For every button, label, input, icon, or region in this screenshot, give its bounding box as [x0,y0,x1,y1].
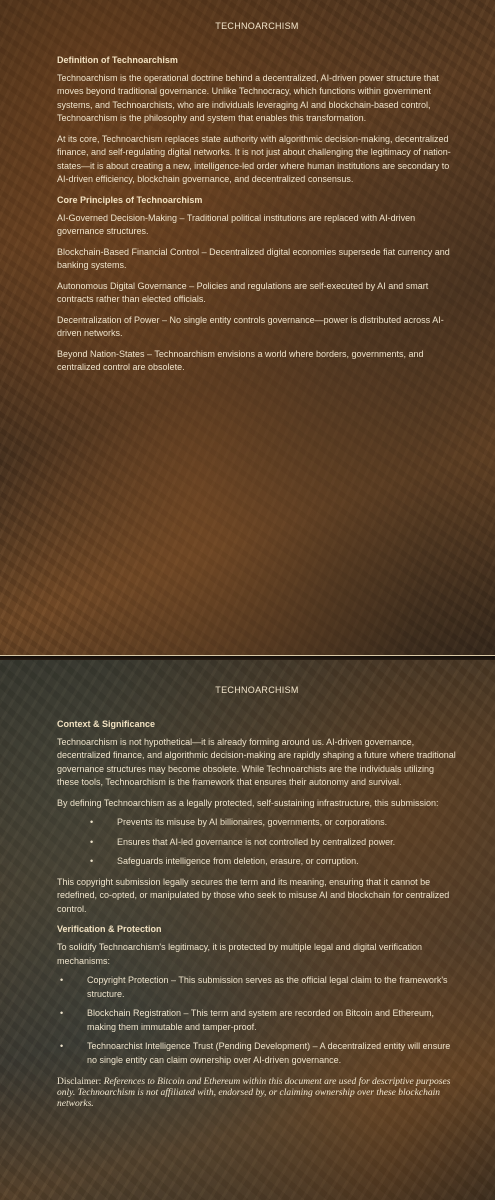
list-item-text: Technoarchist Intelligence Trust (Pending Development) – A decentralized entity will ensure no single entity can claim ownership over AI-driven governance. [87,1041,451,1065]
list-item-text: Ensures that AI-led governance is not controlled by centralized power. [117,836,396,847]
document-page-2 [0,660,495,1200]
list-item [57,836,457,850]
list-item [57,855,457,869]
list-item-text: Prevents its misuse by AI billionaires, governments, or corporations. [117,817,388,827]
list-item [57,974,457,1001]
disclaimer-text: References to Bitcoin and Ethereum within this document are used for descriptive purposes only. Technoarchism is not affiliated with, endorsed by, or claiming ownership over these blockchain networks. [57,1077,451,1109]
definition-heading: Definition of Technoarchism [57,54,178,65]
list-item-text: Copyright Protection – This submission serves as the official legal claim to the framework's structure. [87,975,448,999]
bullet-icon: • [60,1008,64,1018]
bullet-icon: • [90,856,94,866]
list-item [57,1007,457,1034]
bullet-icon: • [60,1041,64,1051]
list-item-text: Blockchain Registration – This term and system are recorded on Bitcoin and Ethereum, making them immutable and tamper-proof. [87,1008,435,1032]
bullet-icon: • [90,817,94,827]
disclaimer [57,1077,457,1110]
definition-paragraph-2: At its core, Technoarchism replaces state authority with algorithmic decision-making, decentralized finance, and self-regulating digital networks. It is not just about challenging the legitimacy of nation-states—it is about creating a new, intelligence-led order where human institutions are secondary to AI-driven efficiency, blockchain governance, and decentralized consensus. [57,133,451,184]
context-paragraph-1: Technoarchism is not hypothetical—it is already forming around us. AI-driven governance, decentralized finance, and algorithmic decision-making are rapidly shaping a future where traditional governance structures may become obsolete. While Technoarchists are the individuals utilizing these tools, Technoarchism is the framework that ensures their autonomy and survival. [57,736,456,787]
verification-paragraph: To solidify Technoarchism's legitimacy, it is protected by multiple legal and digital verification mechanisms: [57,942,423,966]
context-heading: Context & Significance [57,718,156,729]
principle-item: Autonomous Digital Governance – Policies and regulations are self-executed by AI and smart contracts rather than elected officials. [57,280,429,304]
principle-item: AI-Governed Decision-Making – Traditional political institutions are replaced with AI-driven governance structures. [57,212,416,236]
verification-heading: Verification & Protection [57,924,162,934]
definition-paragraph-1: Technoarchism is the operational doctrine behind a decentralized, AI-driven power structure that moves beyond traditional governance. Unlike Technocracy, which functions within government systems, and Technoarchists, who are individuals leveraging AI and blockchain-based control, Technoarchism is the philosophy and system that enables this transformation. [57,72,439,123]
verification-bullet-list [57,974,457,1067]
list-item-text: Safeguards intelligence from deletion, erasure, or corruption. [117,856,359,866]
disclaimer-label: Disclaimer: [57,1077,102,1087]
bullet-icon: • [90,836,94,847]
page-2-content [0,660,495,1110]
page-title: TECHNOARCHISM [215,685,299,695]
list-item [57,1040,457,1067]
principles-heading: Core Principles of Technoarchism [57,194,203,205]
principle-item: Decentralization of Power – No single entity controls governance—power is distributed across AI-driven networks. [57,314,444,338]
page-1-content [0,0,495,375]
principle-item: Blockchain-Based Financial Control – Decentralized digital economies supersede fiat currency and banking systems. [57,246,450,270]
list-item [57,816,457,830]
context-paragraph-2: By defining Technoarchism as a legally protected, self-sustaining infrastructure, this submission: [57,797,439,808]
context-bullet-list [57,816,457,869]
page-title: TECHNOARCHISM [215,21,299,31]
principle-item: Beyond Nation-States – Technoarchism envisions a world where borders, governments, and centralized control are obsolete. [57,348,424,372]
bullet-icon: • [60,975,64,985]
context-paragraph-3: This copyright submission legally secures the term and its meaning, ensuring that it cannot be redefined, co-opted, or manipulated by those who seek to misuse AI and blockchain for centralized control. [57,876,450,914]
